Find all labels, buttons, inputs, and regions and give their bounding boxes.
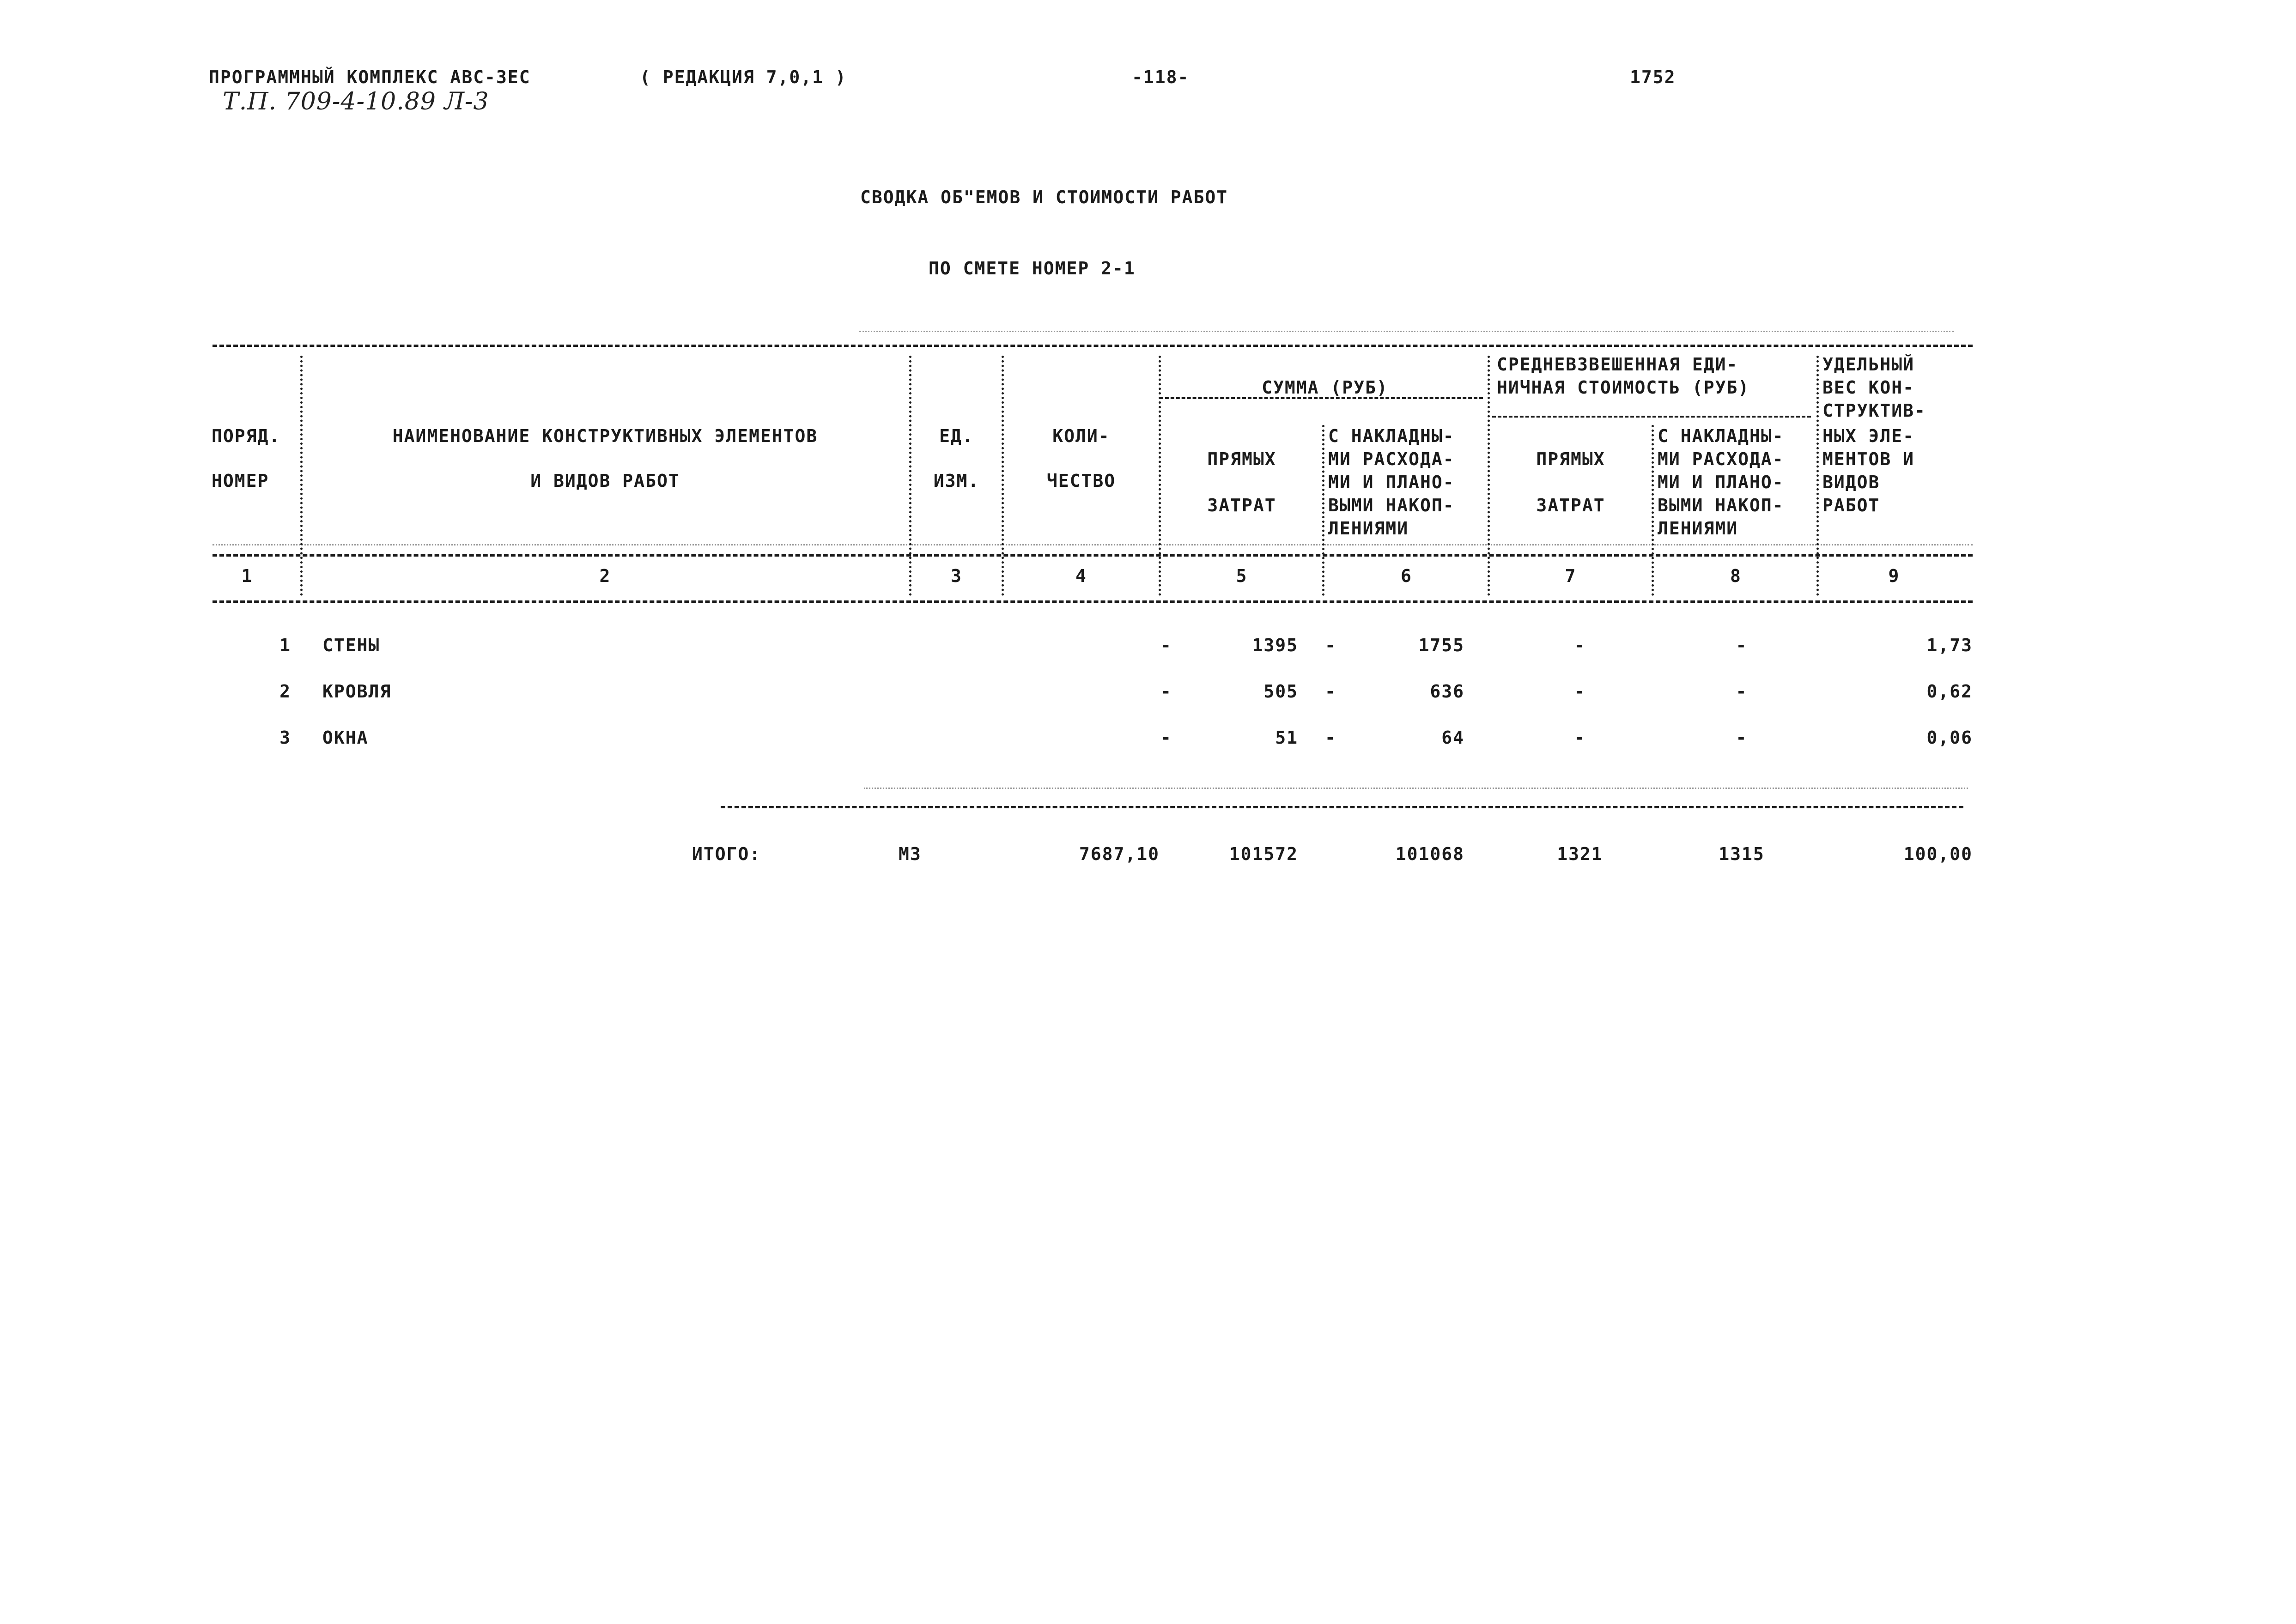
row-sum-overhead: 636 [1430,681,1464,702]
column-number-6: 6 [1401,566,1412,586]
row-name: КРОВЛЯ [322,681,392,702]
header-quantity-line1: КОЛИ- [1052,426,1110,446]
handwritten-reference: Т.П. 709-4-10.89 Л-3 [223,88,489,115]
column-number-7: 7 [1565,566,1577,586]
column-number-1: 1 [241,566,253,586]
header-sum-overhead-3: МИ И ПЛАНО- [1328,472,1455,492]
header-avg-overhead-4: ВЫМИ НАКОП- [1658,495,1784,515]
total-avg-overhead: 1315 [1719,844,1765,864]
row-avg-overhead: - [1736,635,1748,655]
row-sum-overhead-mark: - [1325,681,1336,702]
row-sum-direct-mark: - [1160,681,1172,702]
header-quantity-line2: ЧЕСТВО [1046,471,1116,491]
row-share: 0,06 [1926,727,1973,748]
col-separator [1488,356,1490,596]
row-number: 1 [279,635,291,655]
header-share-1: УДЕЛЬНЫЙ [1822,354,1915,375]
row-share: 0,62 [1926,681,1973,702]
sheet-number: 1752 [1630,67,1676,87]
total-share: 100,00 [1903,844,1973,864]
header-sum-group: СУММА (РУБ) [1262,377,1388,398]
edition-label: ( РЕДАКЦИЯ 7,0,1 ) [640,67,847,87]
table-top-rule [213,345,1973,347]
row-avg-direct: - [1574,681,1586,702]
row-sum-direct-mark: - [1160,727,1172,748]
row-number: 3 [279,727,291,748]
col-separator [909,356,911,596]
document-subtitle: ПО СМЕТЕ НОМЕР 2-1 [929,258,1136,279]
header-order-line2: НОМЕР [212,471,269,491]
total-rule [721,806,1963,808]
header-sum-overhead-2: МИ РАСХОДА- [1328,449,1455,469]
total-sum-direct: 101572 [1229,844,1298,864]
row-avg-direct: - [1574,727,1586,748]
header-share-2: ВЕС КОН- [1822,377,1915,398]
header-avg-overhead-1: С НАКЛАДНЫ- [1658,426,1784,446]
col-separator [1652,425,1654,596]
header-avg-direct-line1: ПРЯМЫХ [1536,449,1605,469]
column-number-8: 8 [1730,566,1742,586]
row-sum-overhead-mark: - [1325,727,1336,748]
row-name: СТЕНЫ [322,635,380,655]
header-share-4: НЫХ ЭЛЕ- [1822,426,1915,446]
header-avg-overhead-2: МИ РАСХОДА- [1658,449,1784,469]
total-sum-overhead: 101068 [1395,844,1464,864]
header-avg-overhead-3: МИ И ПЛАНО- [1658,472,1784,492]
scan-dots [859,331,1954,332]
header-unit-line1: ЕД. [939,426,974,446]
column-number-3: 3 [951,566,962,586]
column-number-4: 4 [1075,566,1087,586]
column-number-2: 2 [599,566,611,586]
row-sum-overhead: 1755 [1418,635,1464,655]
col-separator [1816,356,1819,596]
header-share-5: МЕНТОВ И [1822,449,1915,469]
row-sum-direct-mark: - [1160,635,1172,655]
header-share-6: ВИДОВ [1822,472,1880,492]
program-name: ПРОГРАММНЫЙ КОМПЛЕКС АВС-3ЕС [209,67,531,87]
row-sum-overhead: 64 [1441,727,1464,748]
header-dots [213,544,1973,545]
header-avg-group-line1: СРЕДНЕВЗВЕШЕННАЯ ЕДИ- [1497,354,1738,375]
column-number-5: 5 [1236,566,1248,586]
total-unit: М3 [899,844,922,864]
header-sum-direct-line2: ЗАТРАТ [1207,495,1276,515]
row-sum-direct: 51 [1275,727,1298,748]
row-avg-overhead: - [1736,727,1748,748]
total-label: ИТОГО: [692,844,761,864]
header-sum-overhead-4: ВЫМИ НАКОП- [1328,495,1455,515]
header-share-7: РАБОТ [1822,495,1880,515]
header-sum-direct-line1: ПРЯМЫХ [1207,449,1276,469]
document-title: СВОДКА ОБ"ЕМОВ И СТОИМОСТИ РАБОТ [860,187,1228,207]
row-number: 2 [279,681,291,702]
header-avg-direct-line2: ЗАТРАТ [1536,495,1605,515]
row-sum-direct: 1395 [1252,635,1298,655]
col-separator [1002,356,1004,596]
row-avg-direct: - [1574,635,1586,655]
column-number-9: 9 [1888,566,1900,586]
header-share-3: СТРУКТИВ- [1822,400,1926,421]
row-avg-overhead: - [1736,681,1748,702]
header-name-line1: НАИМЕНОВАНИЕ КОНСТРУКТИВНЫХ ЭЛЕМЕНТОВ [392,426,818,446]
total-avg-direct: 1321 [1557,844,1603,864]
col-separator [1159,356,1161,596]
header-sum-overhead-5: ЛЕНИЯМИ [1328,518,1409,539]
avg-group-rule [1492,416,1811,418]
header-order-line1: ПОРЯД. [212,426,281,446]
header-avg-group-line2: НИЧНАЯ СТОИМОСТЬ (РУБ) [1497,377,1750,398]
col-separator [300,356,303,596]
page-number: -118- [1132,67,1190,87]
col-separator [1322,425,1324,596]
header-avg-overhead-5: ЛЕНИЯМИ [1658,518,1738,539]
total-quantity: 7687,10 [1079,844,1160,864]
header-unit-line2: ИЗМ. [933,471,980,491]
header-sum-overhead-1: С НАКЛАДНЫ- [1328,426,1455,446]
row-share: 1,73 [1926,635,1973,655]
scan-dots [864,788,1968,789]
column-numbers-rule [213,600,1973,603]
row-sum-overhead-mark: - [1325,635,1336,655]
row-name: ОКНА [322,727,369,748]
header-bottom-rule [213,554,1973,557]
row-sum-direct: 505 [1263,681,1298,702]
header-name-line2: И ВИДОВ РАБОТ [530,471,680,491]
